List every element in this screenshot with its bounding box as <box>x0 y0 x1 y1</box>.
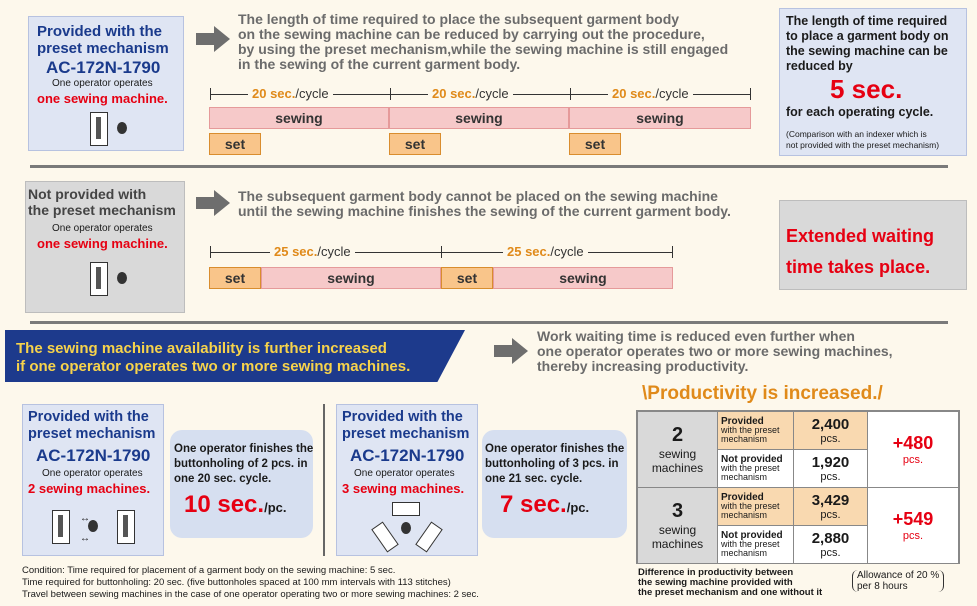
s1-sewing-bar: sewing <box>209 107 389 129</box>
s3-mid-operator-icon <box>401 522 411 534</box>
value-v3: 3,429 <box>811 492 850 509</box>
value-unit: pcs. <box>820 471 841 483</box>
notprov-3: mechanism <box>721 548 768 558</box>
s2-arrow-icon <box>196 190 230 216</box>
s1-model: AC-172N-1790 <box>46 58 161 77</box>
diff-cell <box>868 488 959 564</box>
notprov-2: with the preset <box>721 539 780 549</box>
s3-left-unit: /pc. <box>264 500 287 515</box>
s1-cycle-2 <box>428 86 513 101</box>
s2-desc-line2: until the sewing machine finishes the sewing of the current garment body. <box>238 203 731 219</box>
row-2-machines <box>638 412 718 488</box>
value-cell <box>794 488 868 526</box>
not-provided-label <box>718 450 794 488</box>
provided-label <box>718 488 794 526</box>
s3-left-model: AC-172N-1790 <box>36 446 151 465</box>
s2-cycle-unit: /cycle <box>317 244 351 259</box>
s1-sewing-bar: sewing <box>389 107 569 129</box>
s2-title-line1: Not provided with <box>28 186 147 202</box>
s1-cycle-value: 20 sec. <box>432 86 476 101</box>
notprov-1: Not provided <box>721 454 783 465</box>
travel-arrow-icon: ↔ <box>80 513 90 524</box>
s2-title-line2: the preset mechanism <box>28 202 176 218</box>
s3-left-operator: One operator operates <box>42 468 143 479</box>
travel-arrow-icon: ↔ <box>80 533 90 544</box>
value-unit: pcs. <box>820 433 841 445</box>
s3-banner-line1: The sewing machine availability is further increased <box>16 340 387 357</box>
allow-note <box>852 570 944 592</box>
s3-left-big: 10 sec. <box>184 491 265 518</box>
s1-right-line4: reduced by <box>786 59 853 73</box>
s2-cycle-2 <box>503 244 588 259</box>
s3-mid-machines: 3 sewing machines. <box>342 481 465 496</box>
cond2: Time required for buttonholing: 20 sec. (five buttonholes spaced at 100 mm intervals with 113 stitches) <box>22 577 451 588</box>
value-v2: 1,920 <box>811 454 850 471</box>
notprov-2: with the preset <box>721 463 780 473</box>
s1-desc-line2: on the sewing machine can be reduced by carrying out the procedure, <box>238 26 705 42</box>
s3-desc-line3: thereby increasing productivity. <box>537 358 749 374</box>
cond3: Travel between sewing machines in the case of one operator operating two or more sewing machines: 2 sec. <box>22 589 479 600</box>
s2-cycle-unit: /cycle <box>550 244 584 259</box>
s1-set-bar: set <box>569 133 621 155</box>
s1-operator-icon <box>117 122 127 134</box>
s3-left-info3: one 20 sec. cycle. <box>174 473 272 485</box>
s2-operator-line: One operator operates <box>52 223 153 234</box>
s3-desc-line1: Work waiting time is reduced even further when <box>537 328 855 344</box>
prov-2: with the preset <box>721 501 780 511</box>
s1-cycle-value: 20 sec. <box>612 86 656 101</box>
prov-1: Provided <box>721 416 764 427</box>
s1-set-bar: set <box>209 133 261 155</box>
s3-left-machine-icon <box>117 510 135 544</box>
s2-right-line2: time takes place. <box>786 257 931 277</box>
s2-sewing-bar: sewing <box>261 267 441 289</box>
diff-unit: pcs. <box>902 530 924 542</box>
s3-arrow-icon <box>494 338 528 364</box>
s2-machines-line: one sewing machine. <box>37 236 168 251</box>
s3-desc-line2: one operator operates two or more sewing machines, <box>537 343 893 359</box>
row-3-machines <box>638 488 718 564</box>
s1-right-note2: not provided with the preset mechanism) <box>786 140 940 150</box>
s2-cycle-1 <box>270 244 355 259</box>
diff-cell <box>868 412 959 488</box>
s1-desc-line3: by using the preset mechanism,while the sewing machine is still engaged <box>238 41 729 57</box>
s1-desc-line1: The length of time required to place the subsequent garment body <box>238 11 680 27</box>
s1-right-note1: (Comparison with an indexer which is <box>786 129 927 139</box>
s2-right-line1: Extended waiting <box>786 226 935 246</box>
s1-right-line1: The length of time required <box>786 14 948 28</box>
row2-num: 3 <box>671 500 684 522</box>
value-cell <box>794 412 868 450</box>
s1-right-line3: the sewing machine can be <box>786 44 948 58</box>
s1-cycle-3 <box>608 86 693 101</box>
row1-label1: sewing <box>658 447 697 461</box>
s1-machines-line: one sewing machine. <box>37 91 168 106</box>
s3-mid-big: 7 sec. <box>500 491 567 518</box>
s1-desc-line4: in the sewing of the current garment body. <box>238 56 521 72</box>
prov-3: mechanism <box>721 434 768 444</box>
value-v1: 2,400 <box>811 416 850 433</box>
s3-left-machine-icon <box>52 510 70 544</box>
s3-banner-line2: if one operator operates two or more sewing machines. <box>16 358 411 375</box>
s1-cycle-value: 20 sec. <box>252 86 296 101</box>
s3-mid-big-row <box>500 491 589 519</box>
s3-mid-unit: /pc. <box>566 500 590 515</box>
s1-set-bar: set <box>389 133 441 155</box>
row2-label1: sewing <box>658 523 697 537</box>
slash-icon: / <box>877 383 883 404</box>
provided-label <box>718 412 794 450</box>
s3-mid-title1: Provided with the <box>342 409 463 425</box>
allow2: per 8 hours <box>857 581 908 592</box>
prov-3: mechanism <box>721 510 768 520</box>
s3-mid-machine-icon <box>392 502 420 516</box>
vertical-divider <box>323 404 325 556</box>
s2-cycle-value: 25 sec. <box>274 244 318 259</box>
s3-mid-info3: one 21 sec. cycle. <box>485 473 583 485</box>
s1-right-line5: for each operating cycle. <box>786 105 934 119</box>
diff-unit: pcs. <box>902 454 924 466</box>
s2-desc-line1: The subsequent garment body cannot be placed on the sewing machine <box>238 188 718 204</box>
s1-sewing-bar: sewing <box>569 107 751 129</box>
s2-set-bar: set <box>209 267 261 289</box>
s3-left-info2: buttonholing of 2 pcs. in <box>174 458 308 470</box>
s2-machine-icon <box>90 262 108 296</box>
s1-title-line2: preset mechanism <box>37 40 169 57</box>
slash-icon: \ <box>642 383 648 404</box>
row1-num: 2 <box>671 424 684 446</box>
s3-left-big-row <box>184 491 286 519</box>
s1-tick <box>750 88 751 100</box>
s1-right-big: 5 sec. <box>830 74 903 104</box>
not-provided-label <box>718 526 794 564</box>
value-unit: pcs. <box>820 509 841 521</box>
s3-mid-info2: buttonholing of 3 pcs. in <box>485 458 619 470</box>
row2-label2: machines <box>651 537 704 551</box>
s3-left-machines: 2 sewing machines. <box>28 481 151 496</box>
prov-2: with the preset <box>721 425 780 435</box>
diff-note3: the preset mechanism and one without it <box>638 587 823 598</box>
s1-cycle-unit: /cycle <box>655 86 689 101</box>
s2-tick <box>672 246 673 258</box>
value-unit: pcs. <box>820 547 841 559</box>
s1-cycle-unit: /cycle <box>295 86 329 101</box>
s3-mid-title2: preset mechanism <box>342 426 470 442</box>
s3-mid-model: AC-172N-1790 <box>350 446 465 465</box>
s3-mid-info1: One operator finishes the <box>485 443 625 455</box>
s3-mid-operator: One operator operates <box>354 468 455 479</box>
s1-title-line1: Provided with the <box>37 23 163 40</box>
value-cell <box>794 450 868 488</box>
s1-right-line2: to place a garment body on <box>786 29 949 43</box>
diff-note1: Difference in productivity between <box>638 567 794 578</box>
prov-1: Provided <box>721 492 764 503</box>
cond1: Condition: Time required for placement of a garment body on the sewing machine: 5 sec. <box>22 565 396 576</box>
s1-cycle-unit: /cycle <box>475 86 509 101</box>
s1-arrow-icon <box>196 26 230 52</box>
productivity-title <box>642 383 883 405</box>
notprov-3: mechanism <box>721 472 768 482</box>
value-cell <box>794 526 868 564</box>
diff-note2: the sewing machine provided with <box>638 577 793 588</box>
notprov-1: Not provided <box>721 530 783 541</box>
productivity-table <box>636 410 960 564</box>
value-v4: 2,880 <box>811 530 850 547</box>
s3-left-title1: Provided with the <box>28 409 149 425</box>
s2-sewing-bar: sewing <box>493 267 673 289</box>
allow1: Allowance of 20 % <box>857 570 940 581</box>
divider <box>30 321 948 324</box>
s2-operator-icon <box>117 272 127 284</box>
row1-label2: machines <box>651 461 704 475</box>
productivity-title-text: Productivity is increased. <box>647 383 878 404</box>
s1-machine-icon <box>90 112 108 146</box>
divider <box>30 165 948 168</box>
s1-operator-line: One operator operates <box>52 78 153 89</box>
s3-left-title2: preset mechanism <box>28 426 156 442</box>
diff-1: +480 <box>892 433 934 453</box>
s2-cycle-value: 25 sec. <box>507 244 551 259</box>
diff-2: +549 <box>892 509 934 529</box>
s3-left-info1: One operator finishes the <box>174 443 314 455</box>
s1-cycle-1 <box>248 86 333 101</box>
s2-set-bar: set <box>441 267 493 289</box>
